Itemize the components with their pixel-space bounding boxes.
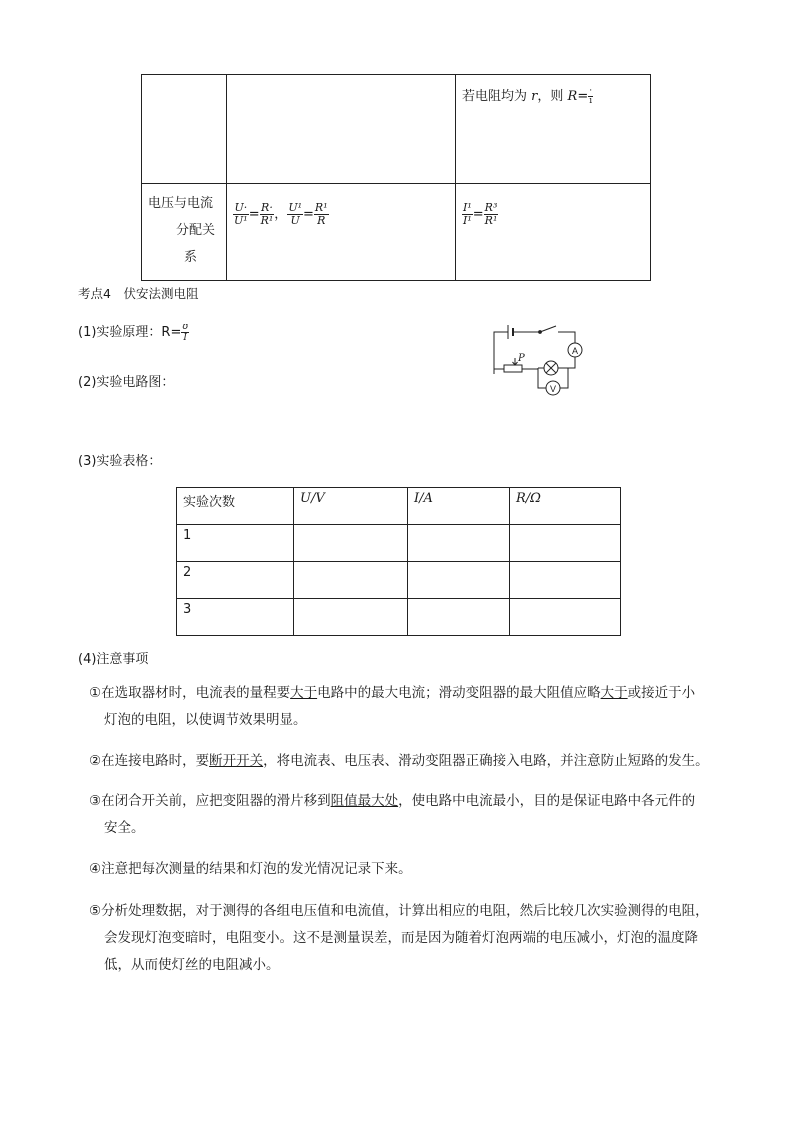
principle-label: (1)实验原理：R= — [78, 325, 182, 340]
text: 电路中的最大电流；滑动变阻器的最大阻值应略 — [317, 685, 601, 701]
table-cell — [142, 184, 227, 281]
rheostat-icon — [504, 365, 522, 372]
note-4 — [89, 856, 729, 883]
text: 若电阻均为 — [462, 89, 528, 104]
fraction-denominator: R¹ — [484, 214, 498, 227]
fraction — [233, 202, 249, 227]
fraction-numerator: U· — [234, 201, 248, 214]
wire — [572, 357, 575, 368]
text: 会发现灯泡变暗时，电阻变小。这不是测量误差，而是因为随着灯泡两端的电压减小，灯泡的温度降 — [104, 930, 698, 946]
table-row — [177, 525, 621, 562]
fraction-numerator: · — [589, 86, 593, 96]
row-label — [142, 184, 226, 271]
fraction-denominator: R — [317, 214, 326, 227]
wire — [494, 332, 508, 374]
table-cell — [510, 599, 621, 636]
table-cell: 2 — [177, 562, 294, 599]
fraction-denominator: I — [183, 333, 187, 343]
text: ④注意把每次测量的结果和灯泡的发光情况记录下来。 — [89, 861, 412, 877]
fraction-denominator: ı — [589, 96, 593, 106]
fraction-denominator: U — [290, 214, 300, 227]
fraction — [484, 202, 499, 227]
table-label: (3)实验表格： — [78, 454, 162, 469]
slider-label: P — [518, 353, 525, 364]
series-formula — [227, 184, 455, 227]
notes-label: (4)注意事项 — [78, 652, 149, 667]
fraction-numerator: R· — [261, 201, 273, 214]
wire — [558, 332, 575, 343]
fraction-numerator: R¹ — [314, 201, 328, 214]
resistance-formula — [456, 75, 650, 106]
fraction — [314, 202, 329, 227]
table-cell — [510, 562, 621, 599]
table-cell — [227, 184, 456, 281]
table-cell — [142, 75, 227, 184]
comparison-table — [141, 74, 651, 281]
header-resistance: R/Ω — [510, 488, 621, 525]
text: 安全。 — [104, 820, 145, 836]
equals-sign: = — [472, 207, 484, 222]
wire — [560, 368, 568, 388]
fraction — [260, 202, 275, 227]
header-trial: 实验次数 — [177, 488, 294, 525]
text: ，则 — [537, 89, 564, 104]
fraction-denominator: R¹ — [260, 214, 274, 227]
label-line: 系 — [184, 250, 198, 265]
text: ①在选取器材时，电流表的量程要 — [89, 685, 291, 701]
header-voltage: U/V — [294, 488, 408, 525]
table-cell — [294, 525, 408, 562]
text: ⑤分析处理数据，对于测得的各组电压值和电流值，计算出相应的电阻，然后比较几次实验测得的电阻， — [89, 903, 709, 919]
variable-r: r — [531, 89, 538, 104]
parallel-formula — [456, 184, 650, 227]
header-current: I/A — [408, 488, 510, 525]
fraction-denominator: I¹ — [463, 214, 472, 227]
switch-pivot — [539, 331, 542, 334]
voltmeter-label: V — [549, 384, 557, 394]
circuit-diagram — [488, 318, 588, 402]
variable-R: R — [567, 89, 578, 104]
equals-sign: = — [248, 207, 260, 222]
section-title: 考点4 伏安法测电阻 — [78, 286, 199, 301]
table-header-row — [177, 488, 621, 525]
table-cell: 3 — [177, 599, 294, 636]
fraction-numerator: R³ — [484, 201, 498, 214]
underlined-text: 阻值最大处 — [330, 793, 399, 809]
table-row — [177, 562, 621, 599]
equals-sign: = — [303, 207, 314, 222]
text: 低，从而使灯丝的电阻减小。 — [104, 957, 280, 973]
text: ③在闭合开关前，应把变阻器的滑片移到 — [89, 793, 331, 809]
underlined-text: 断开开关 — [209, 753, 264, 769]
underlined-text: 大于 — [290, 685, 318, 701]
table-row — [142, 184, 651, 281]
table-cell — [408, 599, 510, 636]
fraction — [588, 87, 593, 106]
text: 灯泡的电阻，以使调节效果明显。 — [104, 712, 307, 728]
table-row — [177, 599, 621, 636]
text: ，使电路中电流最小，目的是保证电路中各元件的 — [398, 793, 696, 809]
fraction — [462, 202, 473, 227]
fraction-denominator: U¹ — [234, 214, 248, 227]
equals-sign: = — [577, 89, 589, 104]
table-cell — [408, 525, 510, 562]
fraction — [287, 202, 303, 227]
experiment-principle — [78, 321, 189, 343]
text: ，将电流表、电压表、滑动变阻器正确接入电路，并注意防止短路的发生。 — [263, 753, 709, 769]
table-cell — [294, 562, 408, 599]
wire — [494, 369, 504, 374]
note-3 — [89, 788, 729, 842]
underlined-text: 大于 — [600, 685, 628, 701]
label-line: 电压与电流 — [148, 196, 214, 211]
note-1 — [89, 680, 729, 734]
fraction — [181, 322, 189, 343]
table-cell — [456, 184, 651, 281]
table-cell: 1 — [177, 525, 294, 562]
label-line: 分配关 — [176, 223, 216, 238]
comma: ， — [274, 207, 288, 222]
table-cell — [456, 75, 651, 184]
text: 或接近于小 — [627, 685, 696, 701]
fraction-numerator: U¹ — [288, 201, 302, 214]
note-5 — [89, 898, 749, 979]
table-cell — [408, 562, 510, 599]
fraction-numerator: I¹ — [463, 201, 472, 214]
circuit-label: (2)实验电路图： — [78, 375, 175, 390]
note-2 — [89, 748, 729, 775]
table-cell — [227, 75, 456, 184]
table-cell — [510, 525, 621, 562]
table-row — [142, 75, 651, 184]
experiment-table — [176, 487, 621, 636]
switch-icon — [540, 326, 556, 332]
fraction-numerator: ʊ — [182, 322, 188, 332]
table-cell — [294, 599, 408, 636]
ammeter-label: A — [571, 346, 579, 356]
text: ②在连接电路时，要 — [89, 753, 210, 769]
